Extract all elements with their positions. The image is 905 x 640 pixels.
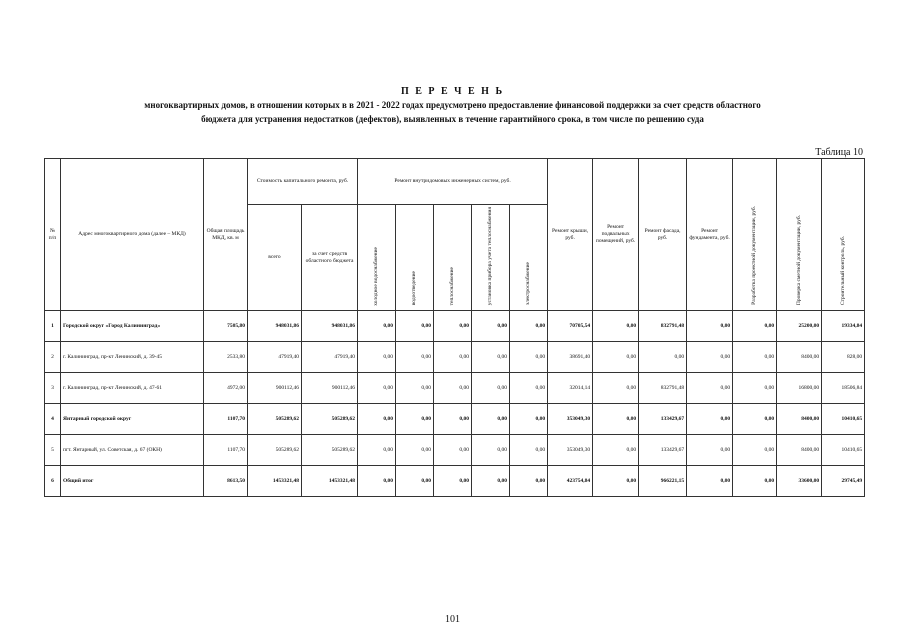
cell-heating: 0,00 <box>434 435 472 466</box>
table-row <box>45 373 865 404</box>
cell-heating: 0,00 <box>434 404 472 435</box>
header-area: Общая площадь МКД, кв. м <box>204 159 248 311</box>
cell-electricity: 0,00 <box>510 404 548 435</box>
header-cold-water-text: холодное водоснабжение <box>373 246 380 306</box>
cell-foundation: 0,00 <box>687 435 733 466</box>
cell-heat-meter: 0,00 <box>472 404 510 435</box>
cell-address: г. Калининград, пр-кт Ленинский, д. 47-61 <box>61 373 204 404</box>
header-cost-group: Стоимость капитального ремонта, руб. <box>248 159 358 205</box>
cell-estimate-check: 33600,00 <box>777 466 822 497</box>
cell-design-docs: 0,00 <box>733 311 777 342</box>
cell-basement: 0,00 <box>593 342 639 373</box>
header-heat-meter <box>472 205 510 311</box>
cell-estimate-check: 25200,00 <box>777 311 822 342</box>
cell-area: 4972,00 <box>204 373 248 404</box>
header-drainage <box>396 205 434 311</box>
header-basement: Ремонт подвальных помещений, руб. <box>593 159 639 311</box>
cell-drainage: 0,00 <box>396 311 434 342</box>
cell-drainage: 0,00 <box>396 435 434 466</box>
cell-drainage: 0,00 <box>396 466 434 497</box>
header-design-docs <box>733 159 777 311</box>
cell-no: 2 <box>45 342 61 373</box>
cell-area: 1107,70 <box>204 435 248 466</box>
cell-basement: 0,00 <box>593 373 639 404</box>
cell-heat-meter: 0,00 <box>472 342 510 373</box>
cell-area: 1107,70 <box>204 404 248 435</box>
cell-no: 4 <box>45 404 61 435</box>
table-row <box>45 466 865 497</box>
cell-basement: 0,00 <box>593 466 639 497</box>
cell-roof: 32014,14 <box>548 373 593 404</box>
cell-foundation: 0,00 <box>687 311 733 342</box>
cell-foundation: 0,00 <box>687 466 733 497</box>
cell-heating: 0,00 <box>434 466 472 497</box>
page-number: 101 <box>445 614 460 625</box>
cell-heat-meter: 0,00 <box>472 311 510 342</box>
cell-regional: 505289,62 <box>302 435 358 466</box>
cell-estimate-check: 8400,00 <box>777 404 822 435</box>
document-title: П Е Р Е Ч Е Н Ь <box>400 86 505 97</box>
header-cost-total: всего <box>248 205 302 311</box>
cell-electricity: 0,00 <box>510 466 548 497</box>
header-estimate-check-text: Проверка сметной документации, руб. <box>795 215 802 306</box>
header-cost-regional: за счет средств областного бюджета <box>302 205 358 311</box>
cell-electricity: 0,00 <box>510 311 548 342</box>
cell-regional: 505289,62 <box>302 404 358 435</box>
table-row <box>45 404 865 435</box>
cell-drainage: 0,00 <box>396 373 434 404</box>
cell-foundation: 0,00 <box>687 342 733 373</box>
cell-estimate-check: 8400,00 <box>777 342 822 373</box>
cell-cold-water: 0,00 <box>358 435 396 466</box>
cell-address: г. Калининград, пр-кт Ленинский, д. 39-45 <box>61 342 204 373</box>
cell-foundation: 0,00 <box>687 404 733 435</box>
cell-construction-control: 10410,65 <box>822 435 865 466</box>
cell-no: 3 <box>45 373 61 404</box>
header-address: Адрес многоквартирного дома (далее – МКД) <box>61 159 204 311</box>
cell-heat-meter: 0,00 <box>472 373 510 404</box>
cell-facade: 133429,67 <box>639 435 687 466</box>
cell-basement: 0,00 <box>593 435 639 466</box>
cell-construction-control: 828,00 <box>822 342 865 373</box>
cell-cold-water: 0,00 <box>358 373 396 404</box>
cell-design-docs: 0,00 <box>733 404 777 435</box>
cell-foundation: 0,00 <box>687 373 733 404</box>
header-estimate-check <box>777 159 822 311</box>
cell-regional: 47919,40 <box>302 342 358 373</box>
cell-regional: 900112,46 <box>302 373 358 404</box>
header-roof: Ремонт крыши, руб. <box>548 159 593 311</box>
cell-estimate-check: 16800,00 <box>777 373 822 404</box>
cell-address: Общий итог <box>61 466 204 497</box>
document-subtitle-line2: бюджета для устранения недостатков (дефектов), выявленных в течение гарантийного срока, в том числе по решению суда <box>201 114 704 124</box>
document-subtitle-line1: многоквартирных домов, в отношении которых в в 2021 - 2022 годах предусмотрено предоставление финансовой поддержки за счет средств областного <box>144 100 761 110</box>
header-heating <box>434 205 472 311</box>
table-label: Таблица 10 <box>815 147 863 158</box>
cell-construction-control: 29745,49 <box>822 466 865 497</box>
header-heat-meter-text: установка прибора учета теплоснабжения <box>487 207 494 306</box>
header-electricity-text: электроснабжение <box>525 262 532 306</box>
header-cold-water <box>358 205 396 311</box>
table-row <box>45 435 865 466</box>
cell-drainage: 0,00 <box>396 342 434 373</box>
cell-electricity: 0,00 <box>510 342 548 373</box>
cell-regional: 1453321,48 <box>302 466 358 497</box>
cell-heating: 0,00 <box>434 342 472 373</box>
cell-area: 7505,80 <box>204 311 248 342</box>
table-row <box>45 311 865 342</box>
cell-design-docs: 0,00 <box>733 342 777 373</box>
cell-heat-meter: 0,00 <box>472 435 510 466</box>
cell-address: пгт. Янтарный, ул. Советская, д. 67 (ОКН) <box>61 435 204 466</box>
cell-total: 1453321,48 <box>248 466 302 497</box>
cell-total: 505289,62 <box>248 404 302 435</box>
header-construction-control <box>822 159 865 311</box>
header-heating-text: теплоснабжение <box>449 266 456 306</box>
cell-construction-control: 18506,84 <box>822 373 865 404</box>
cell-cold-water: 0,00 <box>358 466 396 497</box>
cell-roof: 353049,30 <box>548 435 593 466</box>
cell-facade: 966221,15 <box>639 466 687 497</box>
cell-construction-control: 19334,84 <box>822 311 865 342</box>
cell-cold-water: 0,00 <box>358 311 396 342</box>
houses-table <box>44 158 865 497</box>
cell-basement: 0,00 <box>593 404 639 435</box>
cell-electricity: 0,00 <box>510 373 548 404</box>
cell-cold-water: 0,00 <box>358 342 396 373</box>
cell-roof: 70705,54 <box>548 311 593 342</box>
cell-regional: 948031,86 <box>302 311 358 342</box>
cell-facade: 832791,48 <box>639 373 687 404</box>
cell-heating: 0,00 <box>434 311 472 342</box>
cell-address: Городской округ «Город Калининград» <box>61 311 204 342</box>
cell-heating: 0,00 <box>434 373 472 404</box>
table-row <box>45 342 865 373</box>
cell-construction-control: 10410,65 <box>822 404 865 435</box>
cell-facade: 133429,67 <box>639 404 687 435</box>
cell-area: 2533,80 <box>204 342 248 373</box>
header-drainage-text: водоотведение <box>411 271 418 306</box>
cell-drainage: 0,00 <box>396 404 434 435</box>
header-no: № п/п <box>45 159 61 311</box>
header-electricity <box>510 205 548 311</box>
header-systems-group: Ремонт внутридомовых инженерных систем, руб. <box>358 159 548 205</box>
header-foundation: Ремонт фундамента, руб. <box>687 159 733 311</box>
cell-total: 948031,86 <box>248 311 302 342</box>
cell-roof: 38691,40 <box>548 342 593 373</box>
cell-address: Янтарный городской округ <box>61 404 204 435</box>
cell-roof: 353049,30 <box>548 404 593 435</box>
cell-cold-water: 0,00 <box>358 404 396 435</box>
header-design-docs-text: Разработка проектной документации, руб. <box>751 206 758 306</box>
cell-no: 6 <box>45 466 61 497</box>
cell-total: 47919,40 <box>248 342 302 373</box>
cell-roof: 423754,84 <box>548 466 593 497</box>
cell-facade: 0,00 <box>639 342 687 373</box>
cell-total: 900112,46 <box>248 373 302 404</box>
cell-design-docs: 0,00 <box>733 435 777 466</box>
cell-heat-meter: 0,00 <box>472 466 510 497</box>
cell-total: 505289,62 <box>248 435 302 466</box>
cell-no: 5 <box>45 435 61 466</box>
header-facade: Ремонт фасада, руб. <box>639 159 687 311</box>
cell-facade: 832791,48 <box>639 311 687 342</box>
cell-design-docs: 0,00 <box>733 466 777 497</box>
cell-no: 1 <box>45 311 61 342</box>
cell-electricity: 0,00 <box>510 435 548 466</box>
cell-basement: 0,00 <box>593 311 639 342</box>
cell-area: 8613,50 <box>204 466 248 497</box>
cell-estimate-check: 8400,00 <box>777 435 822 466</box>
cell-design-docs: 0,00 <box>733 373 777 404</box>
header-construction-control-text: Строительный контроль, руб. <box>839 236 846 306</box>
